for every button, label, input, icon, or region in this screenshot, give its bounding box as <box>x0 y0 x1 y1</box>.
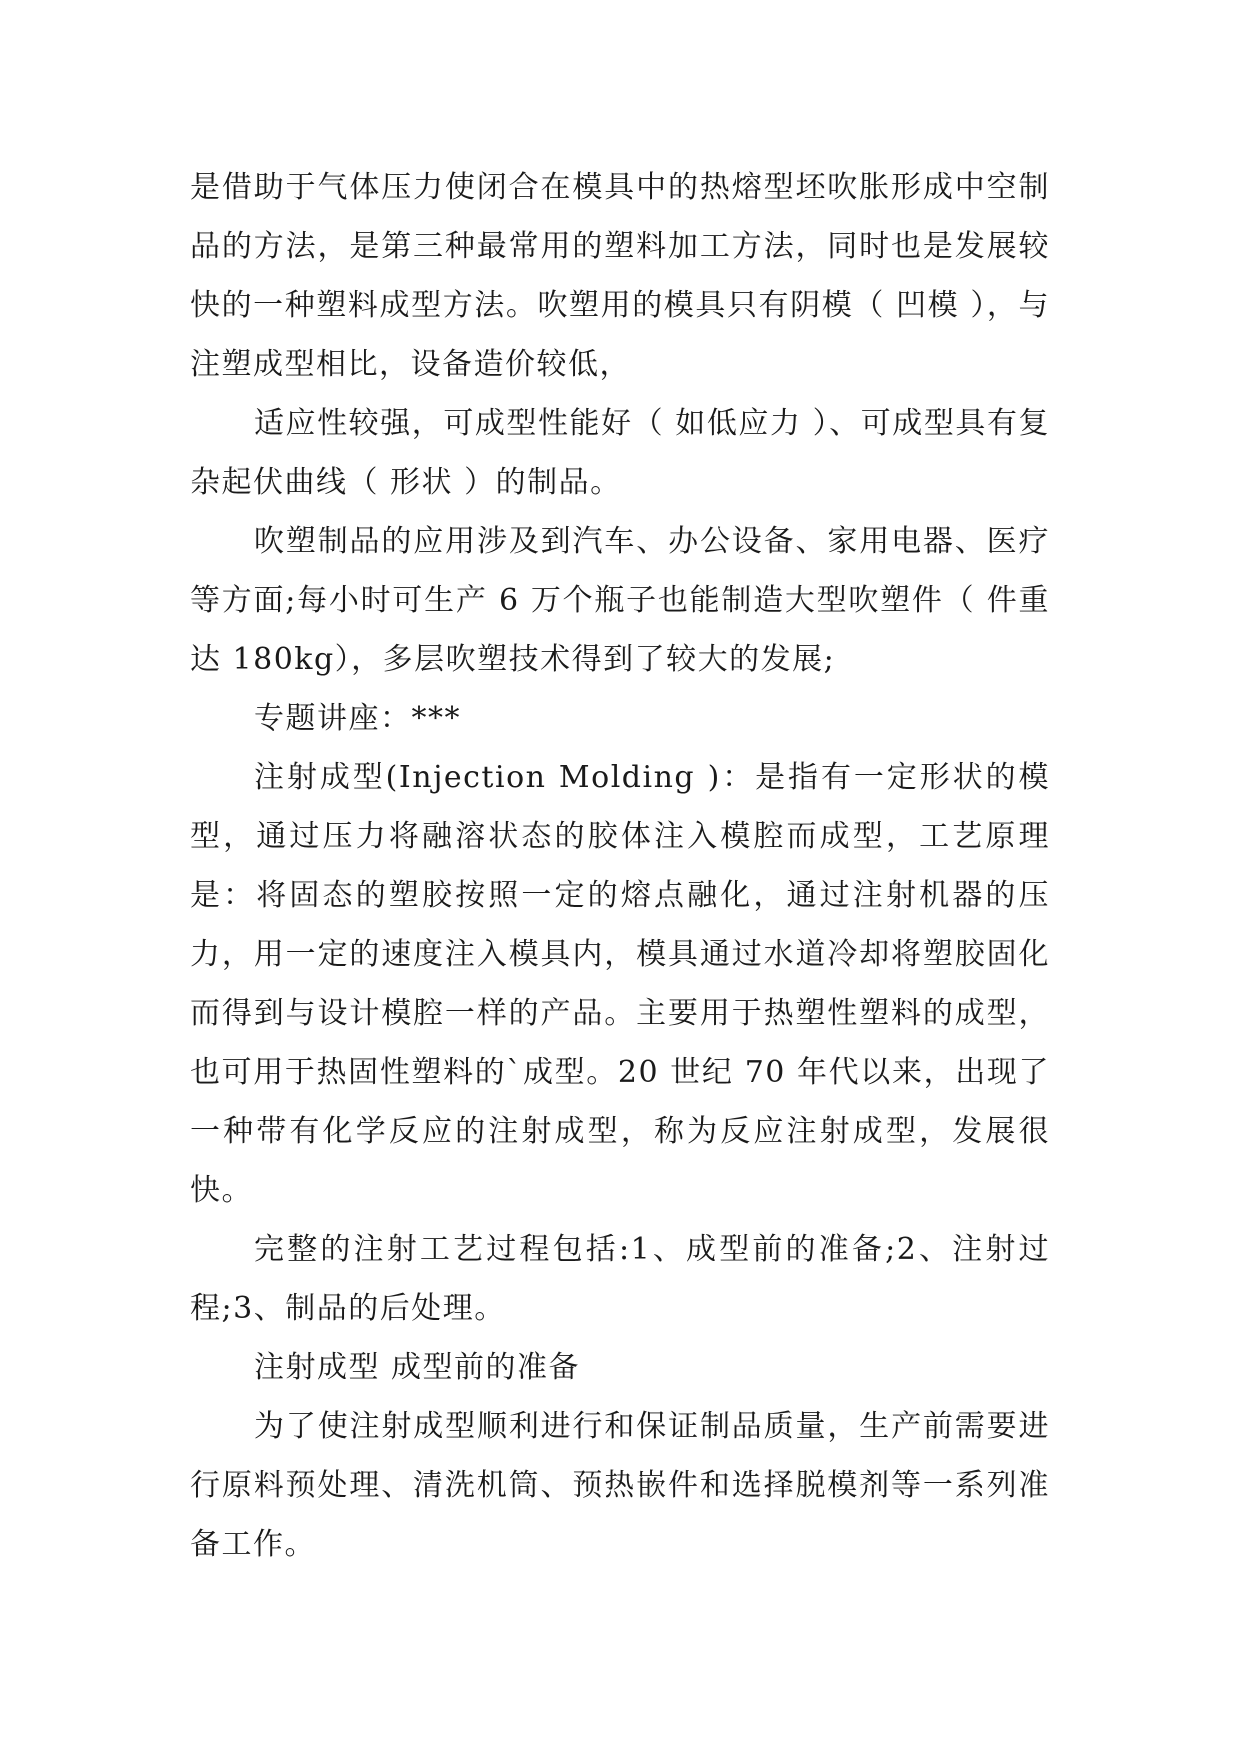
paragraph-adaptability: 适应性较强，可成型性能好（ 如低应力 ）、可成型具有复杂起伏曲线（ 形状 ）的制品。 <box>190 406 1050 500</box>
document-body <box>190 158 1050 1574</box>
paragraph-injection-molding: 注射成型(Injection Molding )：是指有一定形状的模型，通过压力将融溶状态的胶体注入模腔而成型，工艺原理是：将固态的塑胶按照一定的熔点融化，通过注射机器的压力，用一定的速度注入模具内，模具通过水道冷却将塑胶固化而得到与设计模腔一样的产品。主要用于热塑性塑料的成型，也可用于热固性塑料的`成型。20 世纪 70 年代以来，出现了一种带有化学反应的注射成型，称为反应注射成型，发展很快。 <box>190 760 1050 1208</box>
paragraph-special-lecture: 专题讲座：*** <box>254 701 461 736</box>
paragraph-process-steps: 完整的注射工艺过程包括:1、成型前的准备;2、注射过程;3、制品的后处理。 <box>190 1232 1050 1326</box>
section-heading-preparation: 注射成型 成型前的准备 <box>254 1350 581 1385</box>
paragraph-blow-molding-intro: 是借助于气体压力使闭合在模具中的热熔型坯吹胀形成中空制品的方法，是第三种最常用的塑料加工方法，同时也是发展较快的一种塑料成型方法。吹塑用的模具只有阴模（ 凹模 ），与注塑成型相比，设备造价较低， <box>190 170 1050 382</box>
paragraph-preparation: 为了使注射成型顺利进行和保证制品质量，生产前需要进行原料预处理、清洗机筒、预热嵌件和选择脱模剂等一系列准备工作。 <box>190 1409 1050 1562</box>
paragraph-applications: 吹塑制品的应用涉及到汽车、办公设备、家用电器、医疗等方面;每小时可生产 6 万个瓶子也能制造大型吹塑件（ 件重达 180kg），多层吹塑技术得到了较大的发展; <box>190 524 1050 677</box>
